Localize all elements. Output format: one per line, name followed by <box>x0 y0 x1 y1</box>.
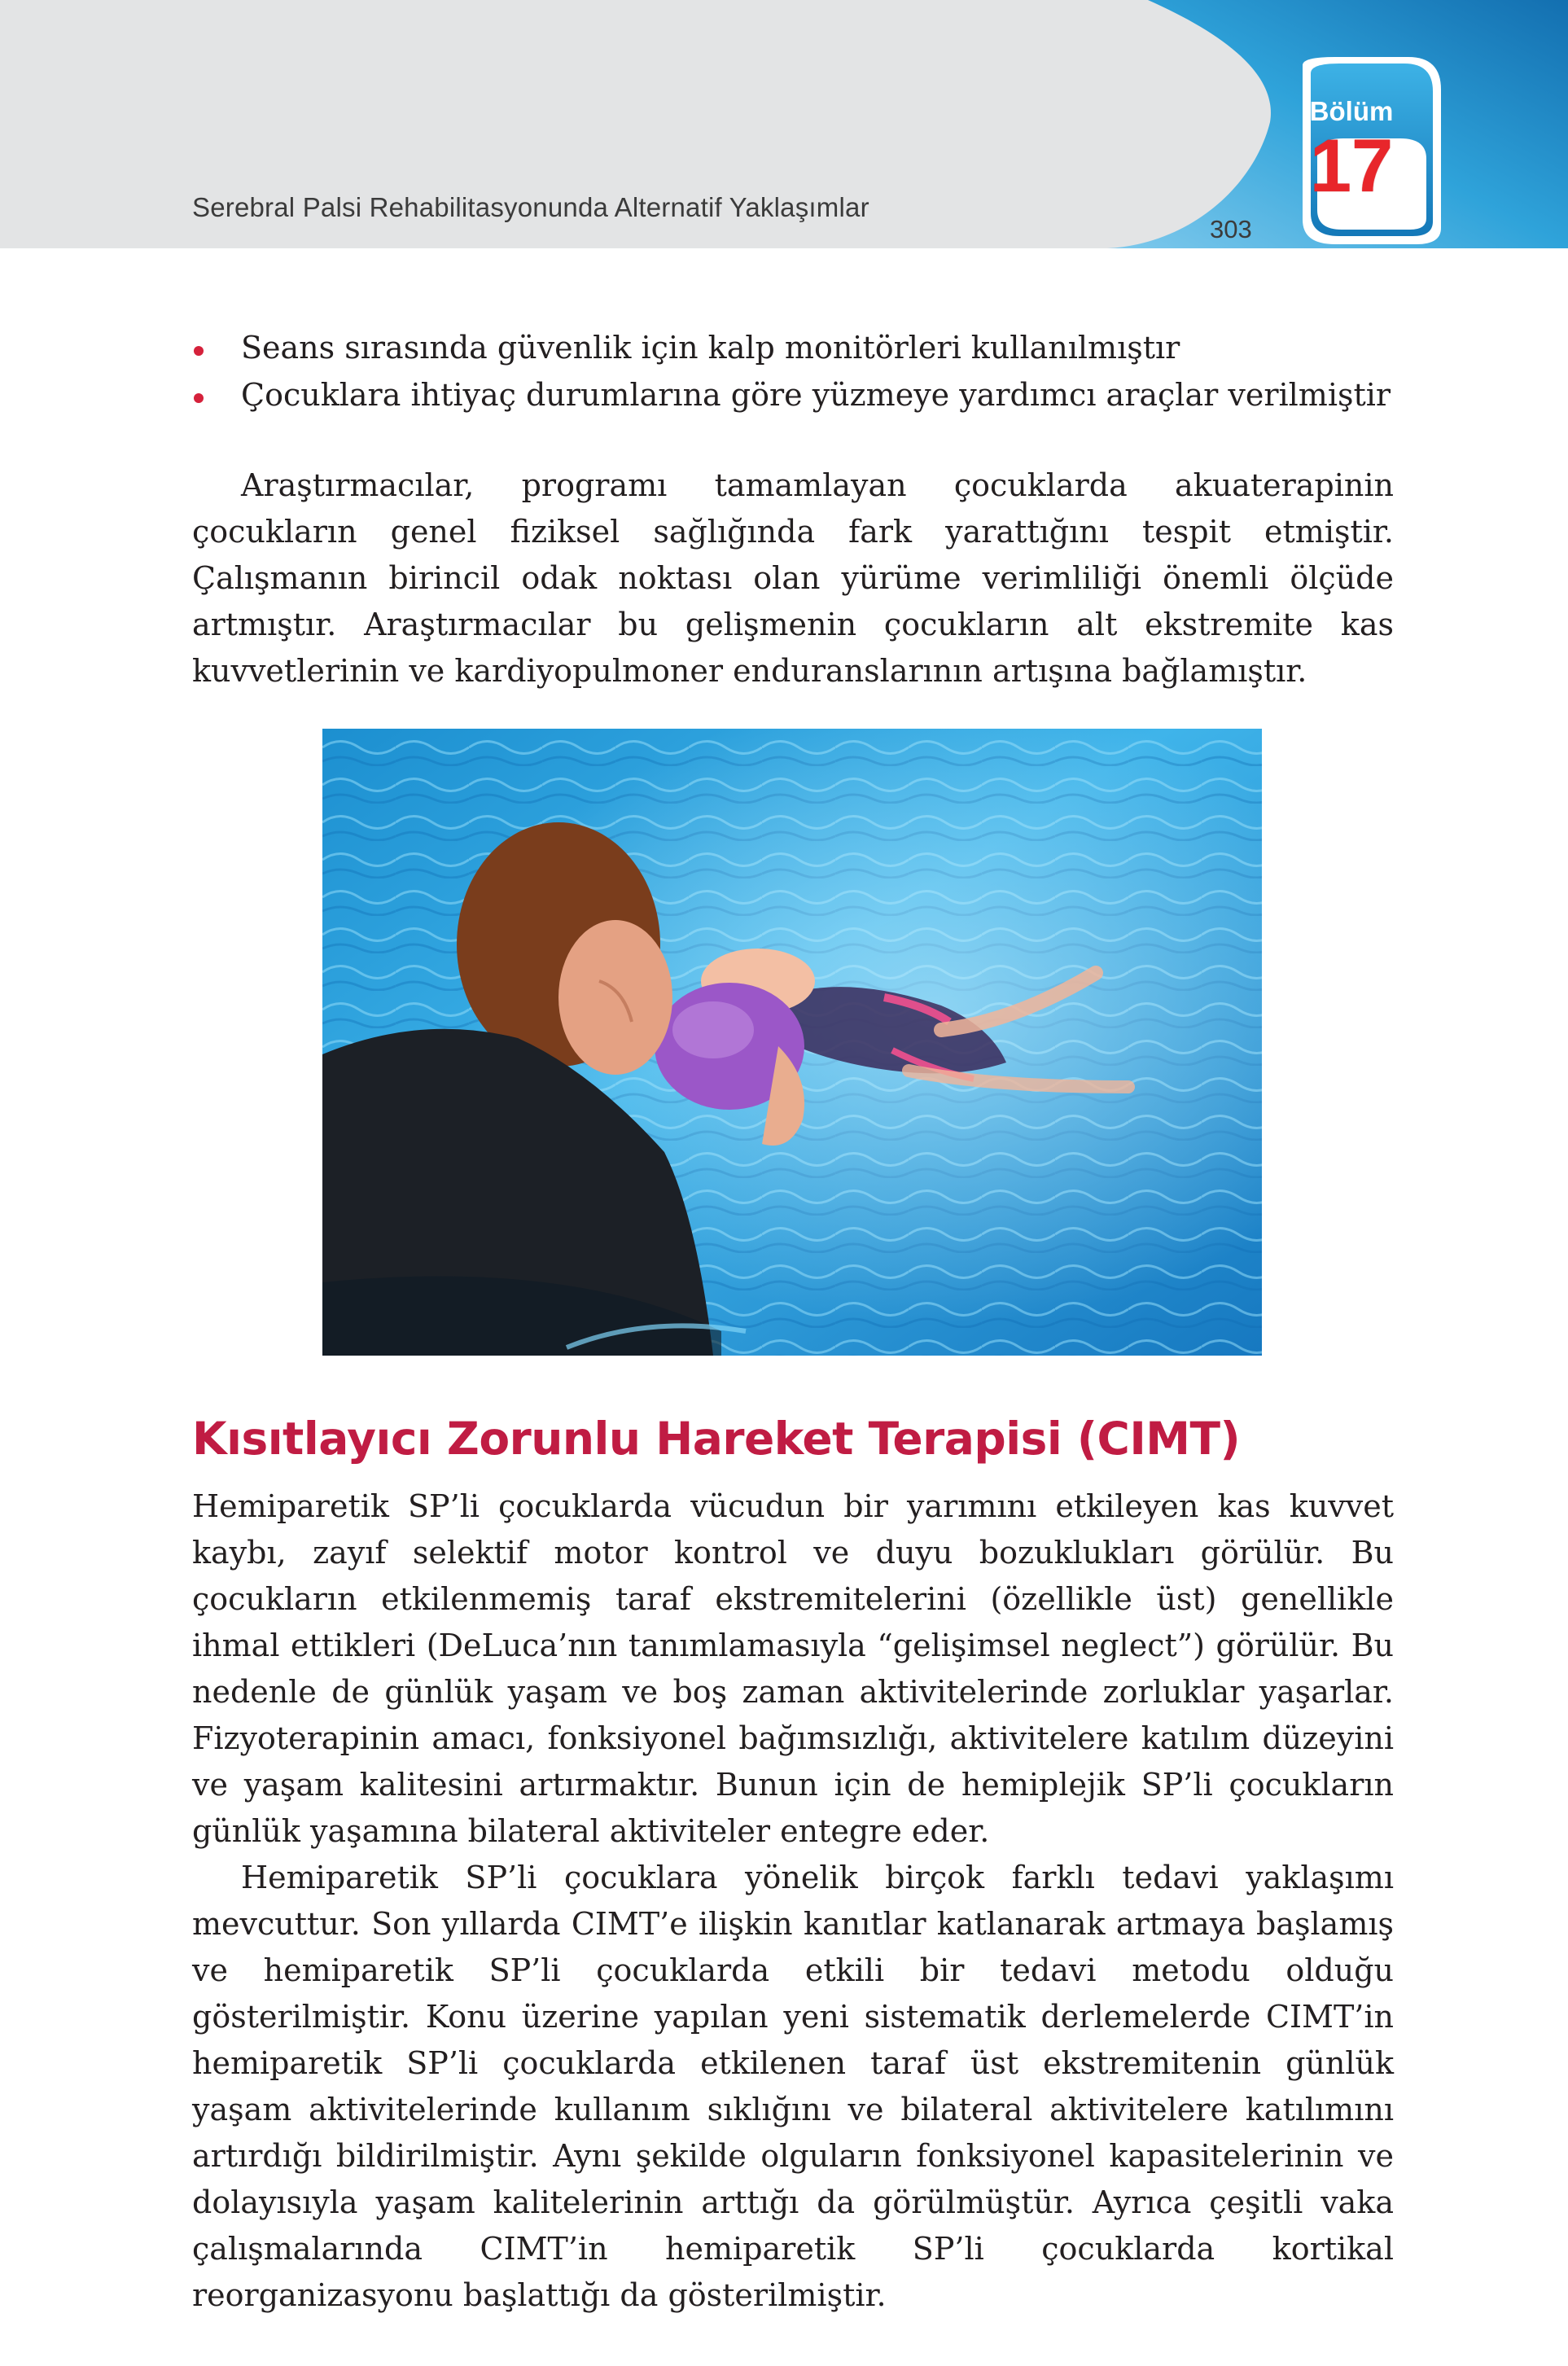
page-number: 303 <box>1210 215 1252 243</box>
body-text-section <box>192 1483 1394 2319</box>
body-text-intro <box>192 462 1394 694</box>
chapter-label: Bölüm <box>1309 96 1394 126</box>
swimming-therapy-photo <box>322 729 1262 1356</box>
paragraph: Hemiparetik SP’li çocuklarda vücudun bir yarımını etkileyen kas kuvvet kaybı, zayıf selektif motor kontrol ve duyu bozuklukları görülür. Bu çocukların etkilenmemiş taraf ekstremitelerini (özellikle üst) genellikle ihmal ettikleri (DeLuca’nın tanımlamasıyla “gelişimsel neglect”) görülür. Bu nedenle de günlük yaşam ve boş zaman aktivitelerinde zorluklar yaşarlar. Fizyoterapinin amacı, fonksiyonel bağımsızlığı, aktivitelere katılım düzeyini ve yaşam kalitesini artırmaktır. Bunun için de hemiplejik SP’li çocukların günlük yaşamına bilateral aktiviteler entegre eder. <box>192 1488 1394 1849</box>
chapter-number: 17 <box>1309 125 1394 208</box>
paragraph: Hemiparetik SP’li çocuklara yönelik birçok farklı tedavi yaklaşımı mevcuttur. Son yıllarda CIMT’e ilişkin kanıtlar katlanarak artmaya başlamış ve hemiparetik SP’li çocuklarda etkili bir tedavi metodu olduğu gösterilmiştir. Konu üzerine yapılan yeni sistematik derlemelerde CIMT’in hemiparetik SP’li çocuklarda etkilenen taraf üst ekstremitenin günlük yaşam aktivitelerinde kullanım sıklığını ve bilateral aktivitelere katılımını artırdığı bildirilmiştir. Aynı şekilde olguların fonksiyonel kapasitelerinin ve dolayısıyla yaşam kalitelerinin arttığı da görülmüştür. Ayrıca çeşitli vaka çalışmalarında CIMT’in hemiparetik SP’li çocuklarda kortikal reorganizasyonu başlattığı da gösterilmiştir. <box>192 1860 1394 2313</box>
list-item: Seans sırasında güvenlik için kalp monitörleri kullanılmıştır <box>192 324 1391 371</box>
bullet-list <box>192 324 1391 418</box>
section-heading: Kısıtlayıcı Zorunlu Hareket Terapisi (CIMT) <box>192 1413 1241 1465</box>
list-item: Çocuklara ihtiyaç durumlarına göre yüzmeye yardımcı araçlar verilmiştir <box>192 371 1391 418</box>
running-header-title: Serebral Palsi Rehabilitasyonunda Alternatif Yaklaşımlar <box>192 192 869 222</box>
paragraph: Araştırmacılar, programı tamamlayan çocuklarda akuaterapinin çocukların genel fiziksel sağlığında fark yarattığını tespit etmiştir. Çalışmanın birincil odak noktası olan yürüme verimliliği önemli ölçüde artmıştır. Araştırmacılar bu gelişmenin çocukların alt ekstremite kas kuvvetlerinin ve kardiyopulmoner enduranslarının artışına bağlamıştır. <box>192 467 1394 689</box>
